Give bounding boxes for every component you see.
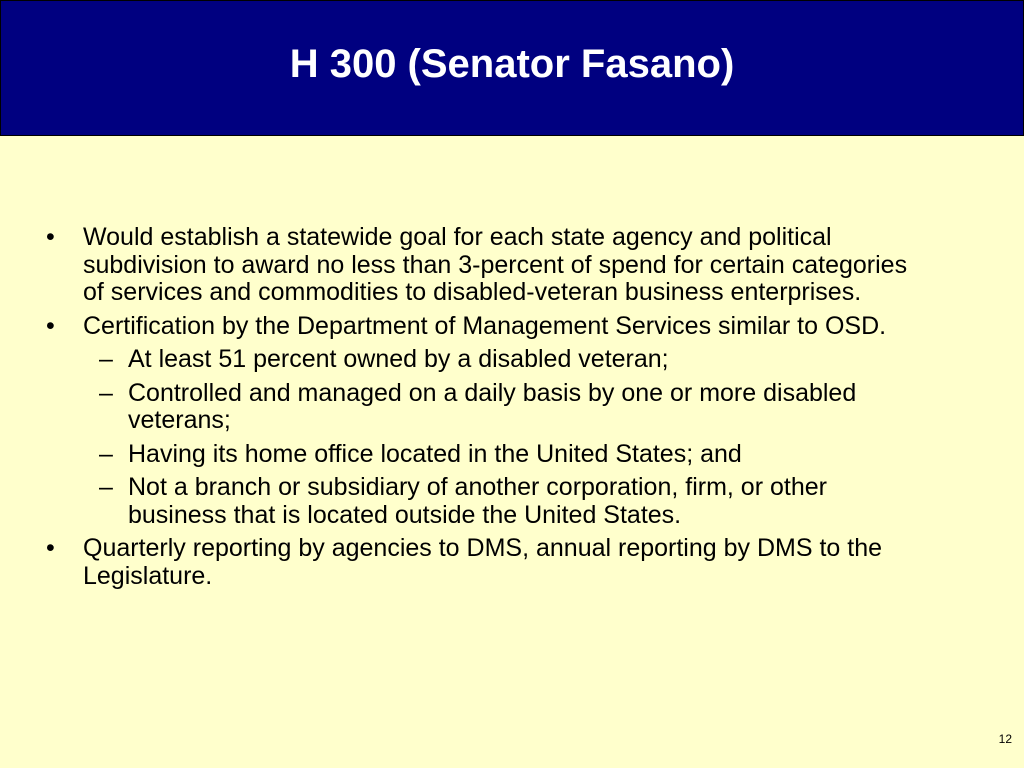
sub-bullet-text: At least 51 percent owned by a disabled veteran; [128,345,669,373]
sub-bullet-item [46,346,916,374]
bullet-text: Would establish a statewide goal for each state agency and political subdivision to award no less than 3-percent of spend for certain categories of services and commodities to disabled-veteran business enterprises. [83,223,908,306]
sub-bullet-marker: – [99,378,113,407]
bullet-marker: • [46,311,55,340]
sub-bullet-marker: – [99,439,113,468]
bullet-marker: • [46,534,55,562]
bullet-item [46,535,916,590]
bullet-marker: • [46,223,55,251]
sub-bullet-item [46,441,916,469]
slide-title: H 300 (Senator Fasano) [289,42,735,86]
bullet-item [46,224,916,307]
bullet-item [46,313,916,530]
sub-bullet-list [83,346,916,529]
sub-bullet-marker: – [99,473,113,501]
slide-body [46,224,916,596]
sub-bullet-text: Not a branch or subsidiary of another corporation, firm, or other business that is located outside the United States. [128,473,827,529]
sub-bullet-text: Controlled and managed on a daily basis by one or more disabled veterans; [128,378,857,434]
sub-bullet-item [46,380,916,435]
sub-bullet-text: Having its home office located in the United States; and [128,439,742,468]
page-number: 12 [998,732,1012,746]
sub-bullet-item [46,474,916,529]
bullet-list [46,224,916,590]
sub-bullet-marker: – [99,345,113,373]
bullet-text: Quarterly reporting by agencies to DMS, annual reporting by DMS to the Legislature. [83,534,883,590]
bullet-text: Certification by the Department of Management Services similar to OSD. [83,311,887,340]
